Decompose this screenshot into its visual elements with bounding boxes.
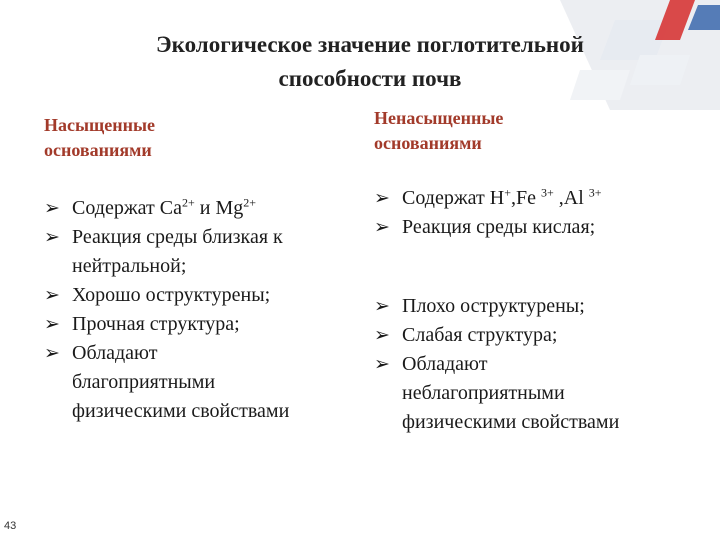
list-item: ➢ Обладают благоприятными физическими свойствами [44,339,364,426]
slide-title [95,28,645,96]
arrow-bullet-icon: ➢ [44,197,60,219]
arrow-bullet-icon: ➢ [374,295,390,317]
list-item: ➢ Обладают неблагоприятными физическими свойствами [374,350,704,437]
saturated-heading [44,113,155,163]
unsaturated-heading [374,106,503,156]
arrow-bullet-icon: ➢ [374,216,390,238]
list-item: ➢ Содержат $Ca^{2+}$ и $Mg^{2+}$ [44,194,364,223]
arrow-bullet-icon: ➢ [44,342,60,364]
saturated-heading-line-1: Насыщенные [44,115,156,135]
title-line-2: способности почв [278,66,462,91]
unsaturated-heading-line-1: Ненасыщенные [374,108,504,128]
list-item: ➢ Содержат H+,Fe $^{3+}$ ,Al $^{3+}$ [374,184,704,213]
list-item: ➢ Слабая структура; [374,321,704,350]
list-spacer [374,242,704,292]
saturated-heading-line-2: основаниями [44,140,152,160]
arrow-bullet-icon: ➢ [44,313,60,335]
list-item: ➢ Хорошо оструктурены; [44,281,364,310]
saturated-list [44,194,364,426]
arrow-bullet-icon: ➢ [374,187,390,209]
unsaturated-list [374,184,704,437]
arrow-bullet-icon: ➢ [374,324,390,346]
arrow-bullet-icon: ➢ [44,284,60,306]
list-item: ➢ Реакция среды близкая к нейтральной; [44,223,364,281]
arrow-bullet-icon: ➢ [374,353,390,375]
arrow-bullet-icon: ➢ [44,226,60,248]
unsaturated-heading-line-2: основаниями [374,133,482,153]
list-item: ➢ Плохо оструктурены; [374,292,704,321]
list-item: ➢ Прочная структура; [44,310,364,339]
page-number: 43 [4,520,17,532]
list-item: ➢ Реакция среды кислая; [374,213,704,242]
title-line-1: Экологическое значение поглотительной [156,32,584,57]
